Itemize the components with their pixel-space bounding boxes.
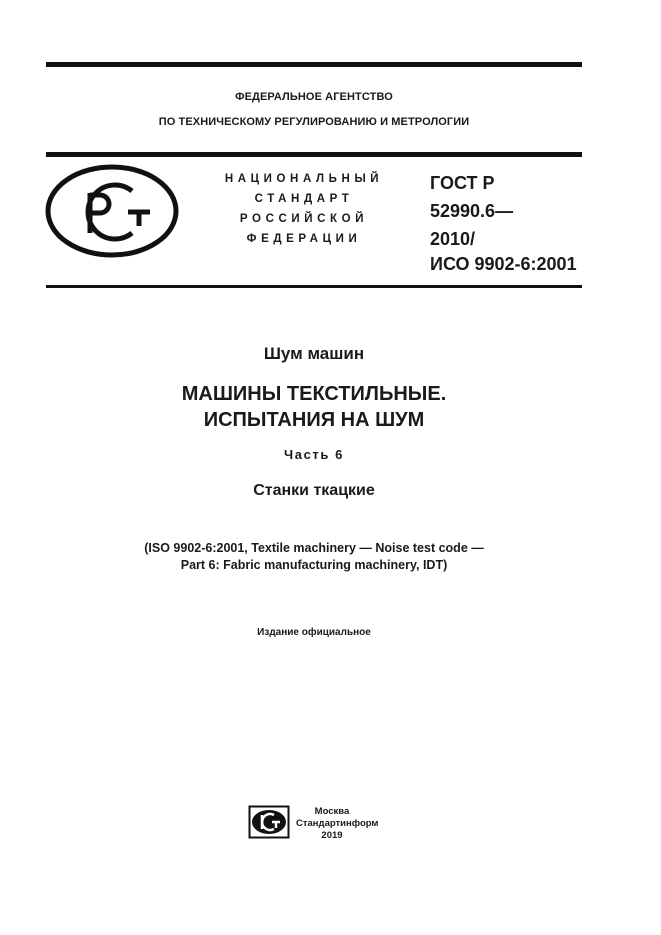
publisher-name: Стандартинформ (296, 818, 379, 829)
standartinform-logo-icon (248, 805, 290, 839)
gost-designation-line-4: ИСО 9902-6:2001 (430, 254, 577, 274)
national-line-1: НАЦИОНАЛЬНЫЙ (224, 173, 384, 185)
document-title-line-2: ИСПЫТАНИЯ НА ШУМ (203, 409, 425, 431)
publication-year: 2019 (321, 830, 343, 841)
top-rule (46, 62, 582, 67)
machine-type: Станки ткацкие (253, 482, 375, 499)
national-line-2: СТАНДАРТ (254, 193, 354, 205)
national-line-3: РОССИЙСКОЙ (239, 213, 369, 225)
publisher-city: Москва (314, 806, 350, 817)
iso-reference-line-1: (ISO 9902-6:2001, Textile machinery — Noise test code — (144, 541, 484, 555)
rst-certification-mark-icon (44, 163, 180, 259)
bottom-rule (46, 285, 582, 288)
gost-designation-line-3: 2010/ (430, 229, 476, 249)
part-number: Часть 6 (284, 447, 344, 462)
gost-designation-line-1: ГОСТ Р (430, 173, 495, 193)
document-subtitle: Шум машин (263, 344, 365, 363)
national-line-4: ФЕДЕРАЦИИ (246, 233, 362, 245)
gost-designation-line-2: 52990.6— (430, 201, 514, 221)
document-title-line-1: МАШИНЫ ТЕКСТИЛЬНЫЕ. (181, 383, 447, 405)
agency-line-2: ПО ТЕХНИЧЕСКОМУ РЕГУЛИРОВАНИЮ И МЕТРОЛОГИИ (158, 116, 470, 128)
agency-line-1: ФЕДЕРАЛЬНОЕ АГЕНТСТВО (235, 91, 393, 103)
middle-rule (46, 152, 582, 157)
official-edition-label: Издание официальное (257, 627, 371, 638)
iso-reference-line-2: Part 6: Fabric manufacturing machinery, IDT) (180, 558, 448, 572)
